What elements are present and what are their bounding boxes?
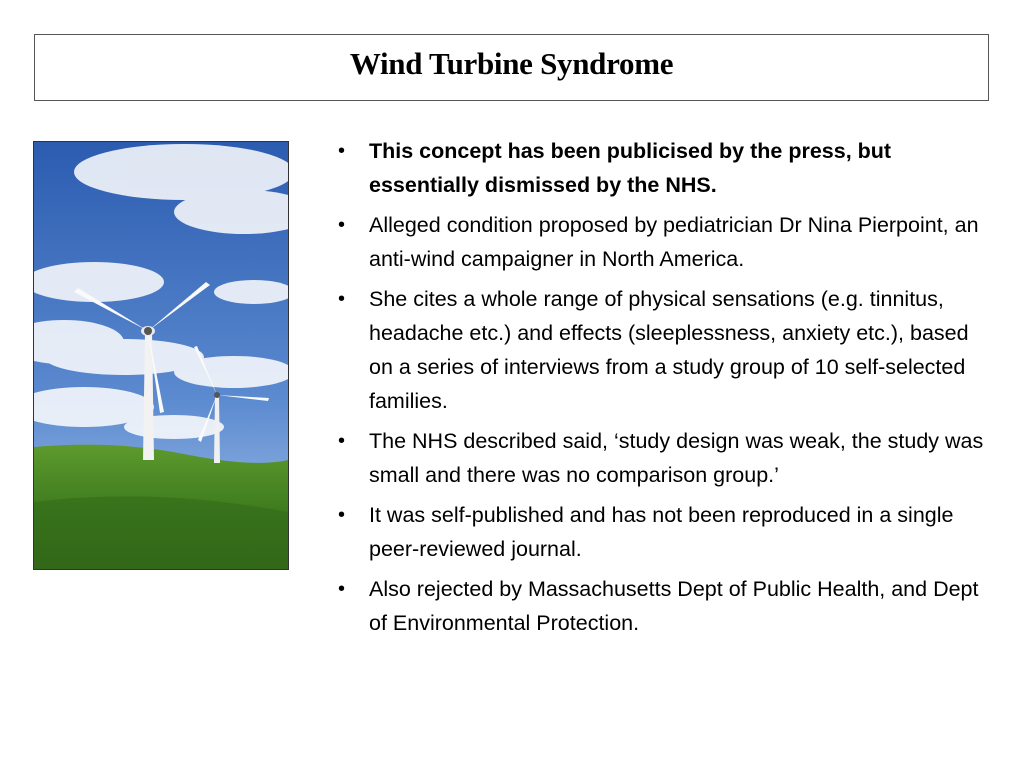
wind-turbine-photo <box>33 141 289 570</box>
title-box <box>34 34 989 101</box>
wind-turbine-illustration <box>34 142 288 569</box>
bullet-marker: • <box>338 578 346 600</box>
bullet-text: It was self-published and has not been reproduced in a single peer-reviewed journal. <box>369 503 954 561</box>
bullet-text: The NHS described said, ‘study design was weak, the study was small and there was no comparison group.’ <box>369 429 984 487</box>
grass-foreground <box>34 496 288 569</box>
bullet-text: She cites a whole range of physical sensations (e.g. tinnitus, headache etc.) and effects (sleeplessness, anxiety etc.), based on a series of interviews from a study group of 10 self-selected families. <box>369 287 969 413</box>
slide-title: Wind Turbine Syndrome <box>349 45 674 81</box>
bullet-item <box>338 282 988 418</box>
bullet-item <box>338 572 988 640</box>
bullet-marker: • <box>338 430 346 452</box>
bullet-item <box>338 208 988 276</box>
bullet-text: Also rejected by Massachusetts Dept of Public Health, and Dept of Environmental Protection. <box>369 577 979 635</box>
bullet-list <box>338 134 988 646</box>
bullet-text: This concept has been publicised by the press, but essentially dismissed by the NHS. <box>369 139 892 197</box>
bullet-item <box>338 134 988 202</box>
bullet-item <box>338 424 988 492</box>
bullet-marker: • <box>338 140 346 162</box>
bullet-marker: • <box>338 214 346 236</box>
bullet-marker: • <box>338 504 346 526</box>
bullet-marker: • <box>338 288 346 310</box>
bullet-text: Alleged condition proposed by pediatrician Dr Nina Pierpoint, an anti-wind campaigner in North America. <box>369 213 979 271</box>
bullet-item <box>338 498 988 566</box>
